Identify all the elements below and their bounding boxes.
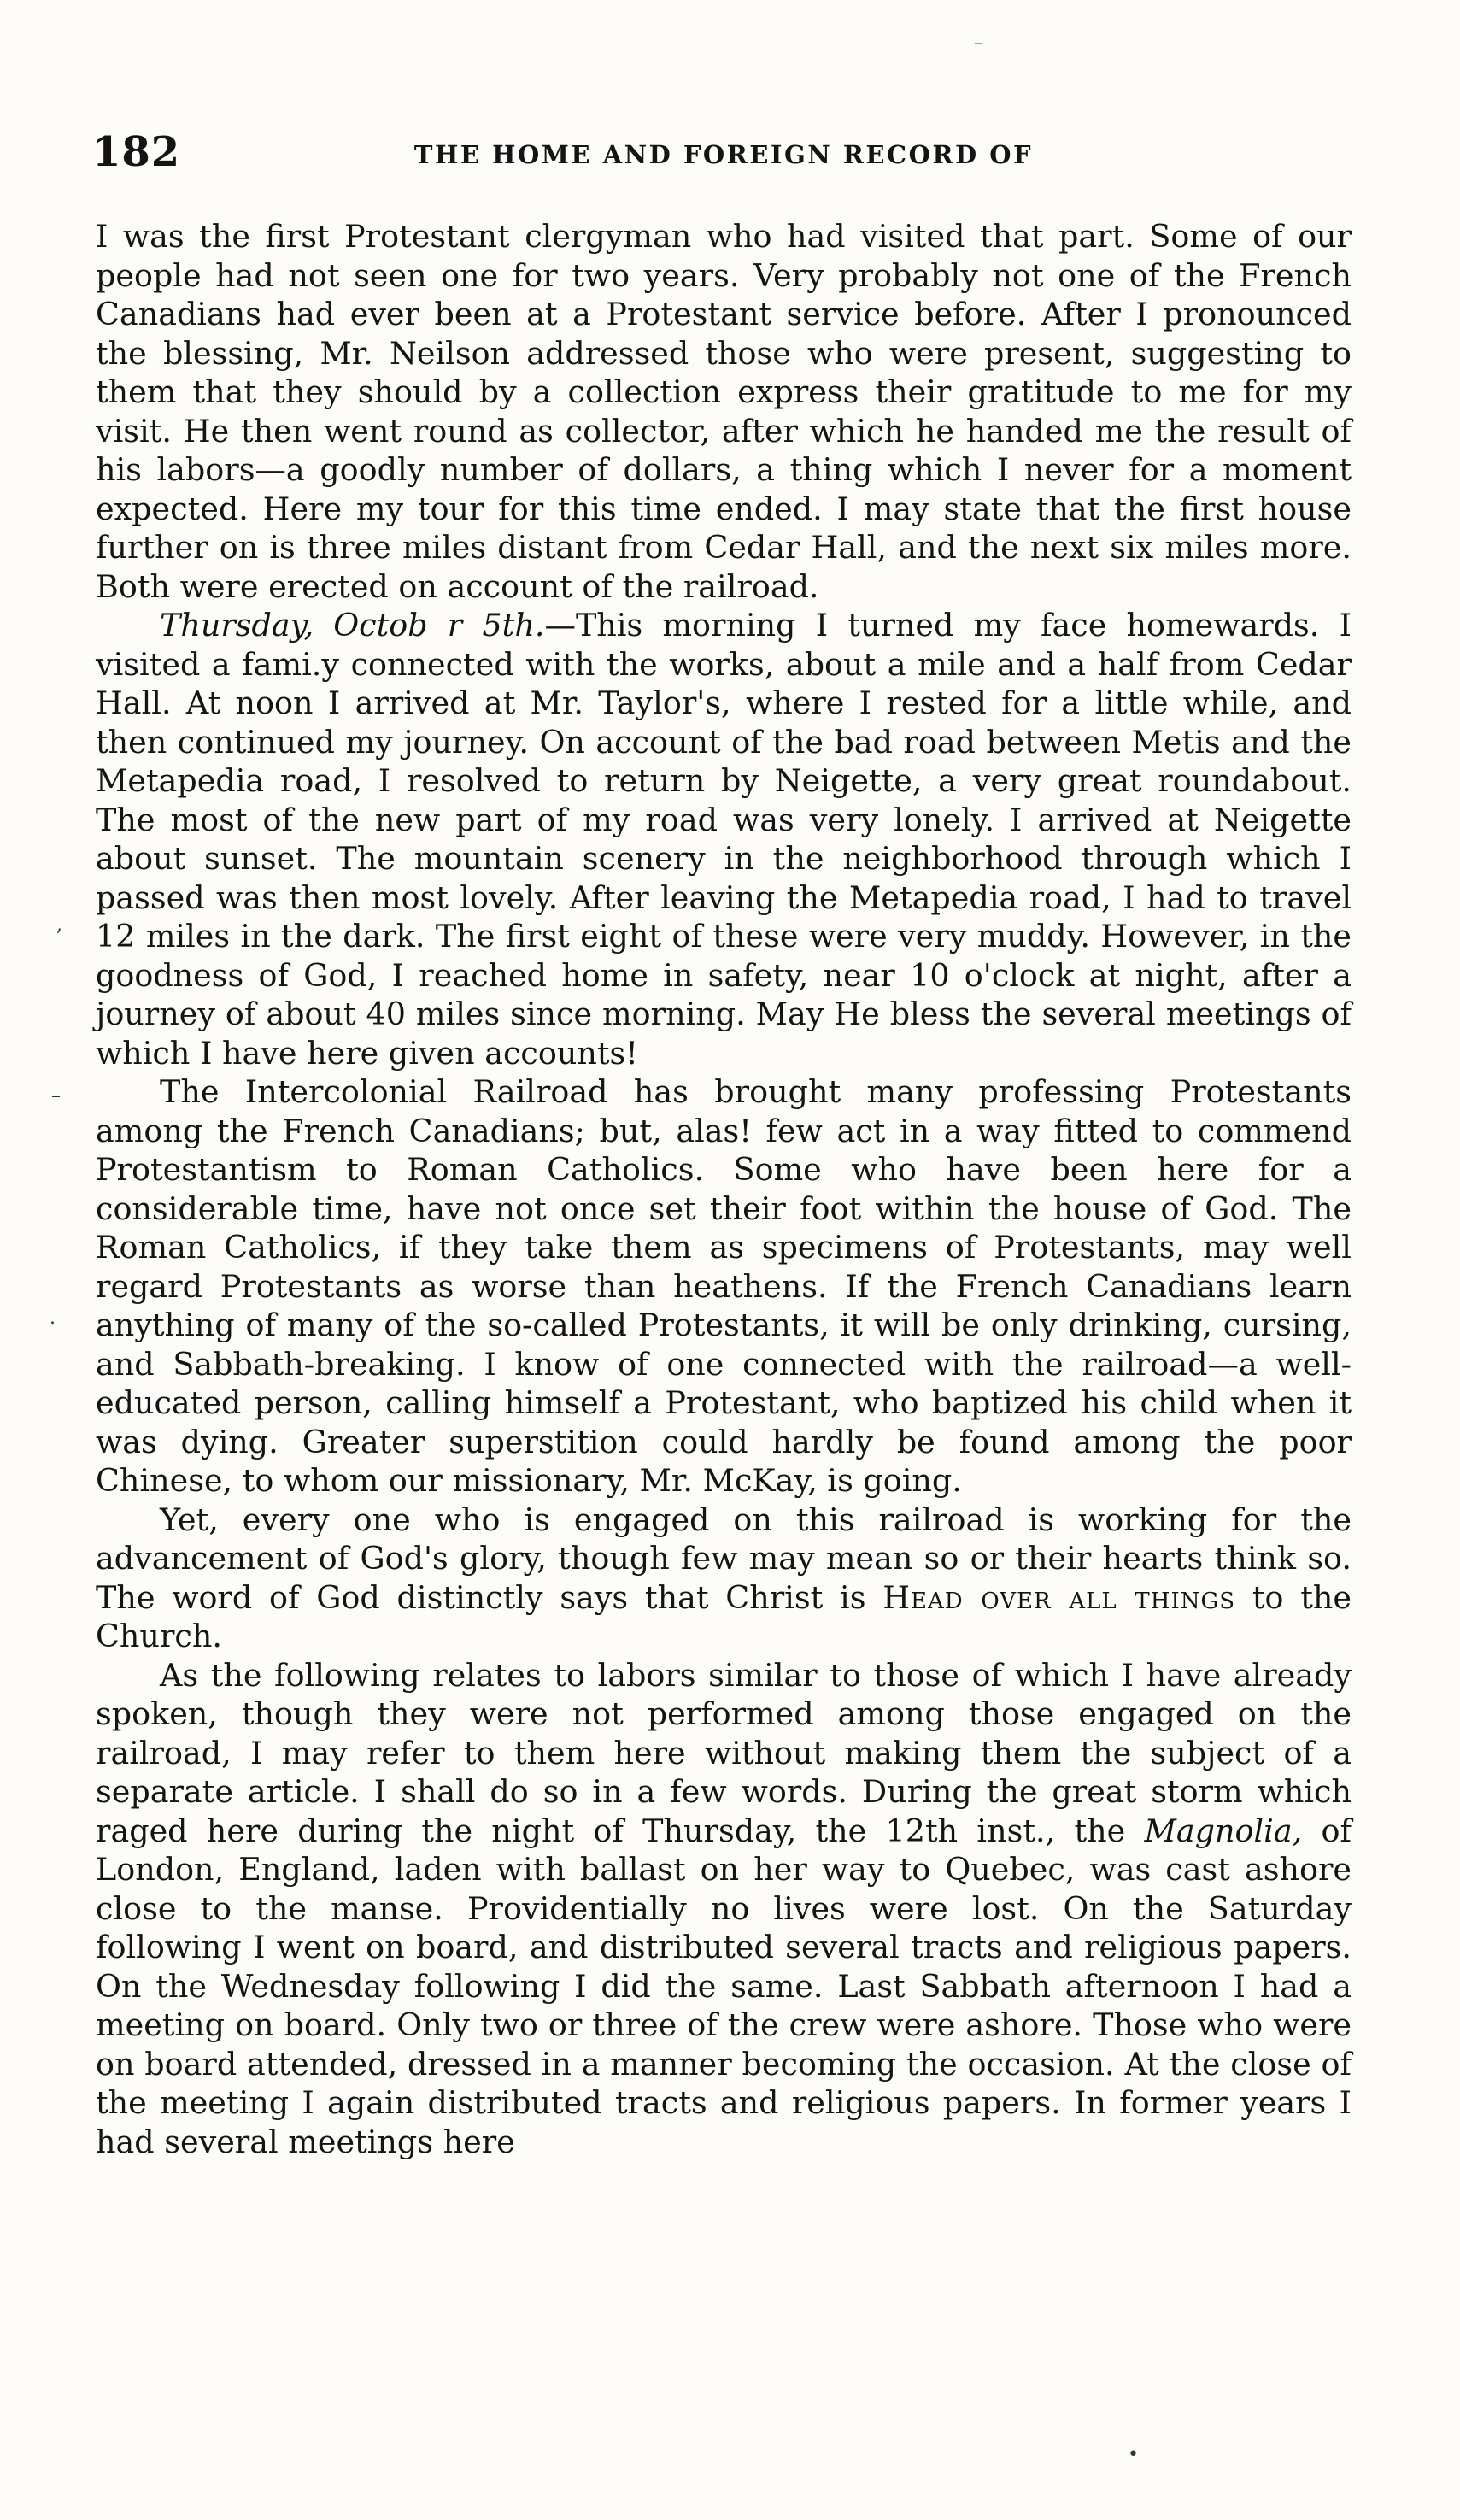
margin-mark: . [50, 1307, 56, 1329]
body-text [96, 217, 1352, 2161]
margin-mark: – [974, 32, 983, 54]
italic-text: Thursday, Octob r 5th. [160, 607, 545, 643]
page-header [92, 128, 1352, 188]
document-page [92, 128, 1352, 2161]
italic-text: Magnolia, [1144, 1812, 1303, 1849]
paragraph-text: —This morning I turned my face homewards. I visited a fami.y connected with the works, about a mile and a half from Cedar Hall. At noon I arrived at Mr. Taylor's, where I rested for a little while, and then continued my journey. On account of the bad road between Metis and the Metapedia road, I resolved to return by Neigette, a very great roundabout. The most of the new part of my road was very lonely. I arrived at Neigette about sunset. The mountain scenery in the neighborhood through which I passed was then most lovely. After leaving the Metapedia road, I had to travel 12 miles in the dark. The first eight of these were very muddy. However, in the goodness of God, I reached home in safety, near 10 o'clock at night, after a journey of about 40 miles since morning. May He bless the several meetings of which I have here given accounts! [96, 607, 1352, 1072]
paragraph-text: The Intercolonial Railroad has brought many professing Protestants among the French Canadians; but, alas! few act in a way fitted to commend Protestantism to Roman Catholics. Some who have been here for a considerable time, have not once set their foot within the house of God. The Roman Catholics, if they take them as specimens of Protestants, may well regard Protestants as worse than heathens. If the French Canadians learn anything of many of the so-called Protestants, it will be only drinking, cursing, and Sabbath-breaking. I know of one connected with the railroad—a well-educated person, calling himself a Protestant, who baptized his child when it was dying. Greater superstition could hardly be found among the poor Chinese, to whom our missionary, Mr. McKay, is going. [96, 1073, 1352, 1499]
running-head: THE HOME AND FOREIGN RECORD OF [413, 140, 1034, 169]
paragraph-text: As the following relates to labors similar to those of which I have already spoken, though they were not performed among those engaged on the railroad, I may refer to them here without making them the subject of a separate article. I shall do so in a few words. During the great storm which raged here during the night of Thursday, the 12th inst., the [96, 1656, 1352, 1849]
margin-mark: – [51, 1085, 61, 1107]
paragraph-text: Yet, every one who is engaged on this railroad is working for the advancement of God's glory, though few may mean so or their hearts think so. The word of God distinctly says that Christ is [96, 1501, 1352, 1616]
paragraph [96, 217, 1352, 606]
smallcaps-text: Head over all things [882, 1578, 1236, 1616]
page-number: 182 [92, 128, 181, 176]
margin-mark: • [1128, 2444, 1139, 2465]
paragraph-text: to the Church. [96, 1578, 1352, 1654]
margin-mark: , [56, 914, 62, 936]
paragraph [96, 1656, 1352, 2162]
paragraph [96, 1072, 1352, 1501]
paragraph-text: of London, England, laden with ballast on her way to Quebec, was cast ashore close to the manse. Providentially no lives were lost. On the Saturday following I went on board, and distributed several tracts and religious papers. On the Wednesday following I did the same. Last Sabbath afternoon I had a meeting on board. Only two or three of the crew were ashore. Those who were on board attended, dressed in a manner becoming the occasion. At the close of the meeting I again distributed tracts and religious papers. In former years I had several meetings here [96, 1812, 1352, 2160]
paragraph [96, 1501, 1352, 1656]
paragraph [96, 606, 1352, 1072]
paragraph-text: I was the first Protestant clergyman who had visited that part. Some of our people had not seen one for two years. Very probably not one of the French Canadians had ever been at a Protestant service before. After I pronounced the blessing, Mr. Neilson addressed those who were present, suggesting to them that they should by a collection express their gratitude to me for my visit. He then went round as collector, after which he handed me the result of his labors—a goodly number of dollars, a thing which I never for a moment expected. Here my tour for this time ended. I may state that the first house further on is three miles distant from Cedar Hall, and the next six miles more. Both were erected on account of the railroad. [96, 218, 1352, 605]
